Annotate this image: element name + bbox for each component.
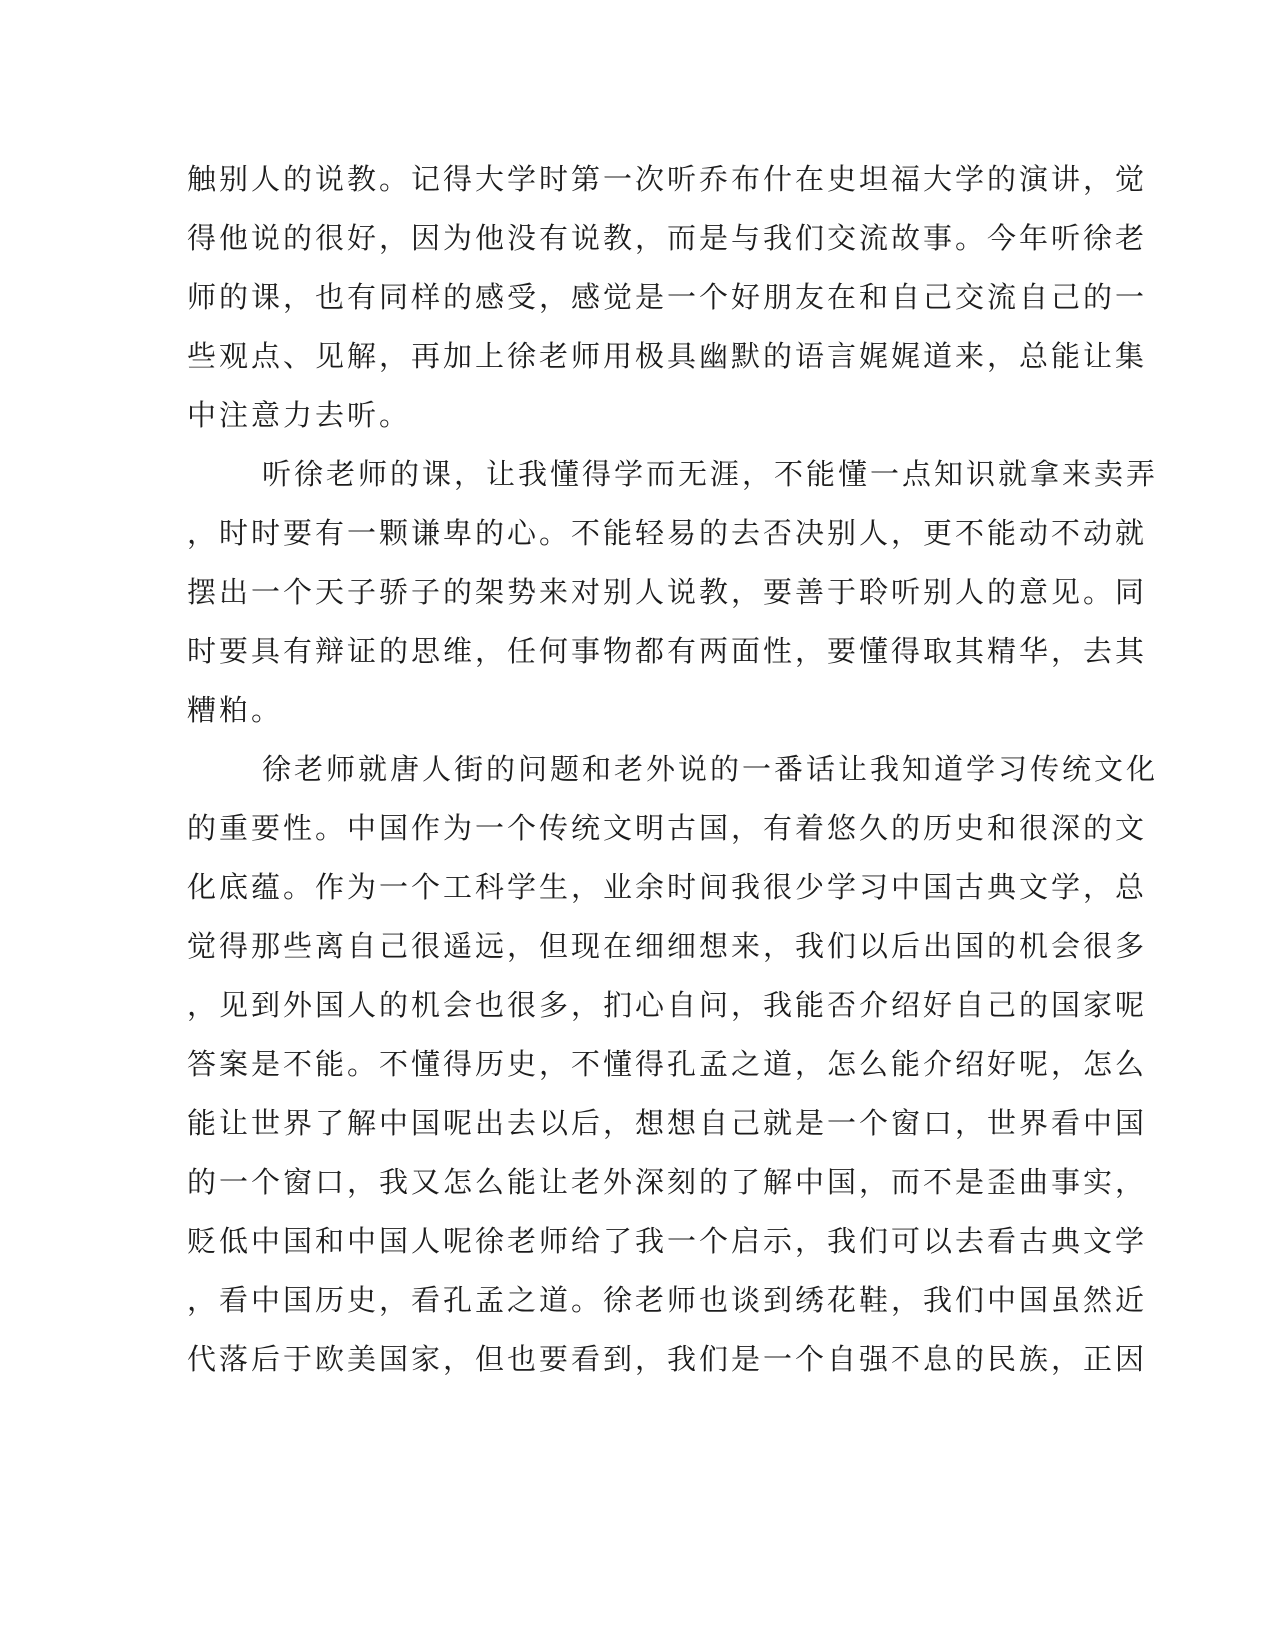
text-line: 摆出一个天子骄子的架势来对别人说教，要善于聆听别人的意见。同	[187, 575, 1148, 609]
text-line: 得他说的很好，因为他没有说教，而是与我们交流故事。今年听徐老	[187, 221, 1148, 255]
text-line: 些观点、见解，再加上徐老师用极具幽默的语言娓娓道来，总能让集	[187, 339, 1148, 373]
text-line: ，看中国历史，看孔孟之道。徐老师也谈到绣花鞋，我们中国虽然近	[187, 1283, 1148, 1317]
text-line: 的一个窗口，我又怎么能让老外深刻的了解中国，而不是歪曲事实，	[187, 1165, 1148, 1199]
text-line: 听徐老师的课，让我懂得学而无涯，不能懂一点知识就拿来卖弄	[262, 457, 1159, 491]
text-line: ，时时要有一颗谦卑的心。不能轻易的去否决别人，更不能动不动就	[187, 516, 1148, 550]
text-line: 的重要性。中国作为一个传统文明古国，有着悠久的历史和很深的文	[187, 811, 1148, 845]
text-line: ，见到外国人的机会也很多，扪心自问，我能否介绍好自己的国家呢	[187, 988, 1148, 1022]
text-line: 徐老师就唐人街的问题和老外说的一番话让我知道学习传统文化	[262, 752, 1159, 786]
text-line: 糟粕。	[187, 693, 284, 727]
text-line: 贬低中国和中国人呢徐老师给了我一个启示，我们可以去看古典文学	[187, 1224, 1148, 1258]
text-line: 时要具有辩证的思维，任何事物都有两面性，要懂得取其精华，去其	[187, 634, 1148, 668]
text-line: 化底蕴。作为一个工科学生，业余时间我很少学习中国古典文学，总	[187, 870, 1148, 904]
text-line: 触别人的说教。记得大学时第一次听乔布什在史坦福大学的演讲，觉	[187, 162, 1148, 196]
text-line: 答案是不能。不懂得历史，不懂得孔孟之道，怎么能介绍好呢，怎么	[187, 1047, 1148, 1081]
text-line: 觉得那些离自己很遥远，但现在细细想来，我们以后出国的机会很多	[187, 929, 1148, 963]
text-line: 师的课，也有同样的感受，感觉是一个好朋友在和自己交流自己的一	[187, 280, 1148, 314]
text-line: 能让世界了解中国呢出去以后，想想自己就是一个窗口，世界看中国	[187, 1106, 1148, 1140]
text-line: 代落后于欧美国家，但也要看到，我们是一个自强不息的民族，正因	[187, 1342, 1148, 1376]
text-line: 中注意力去听。	[187, 398, 412, 432]
